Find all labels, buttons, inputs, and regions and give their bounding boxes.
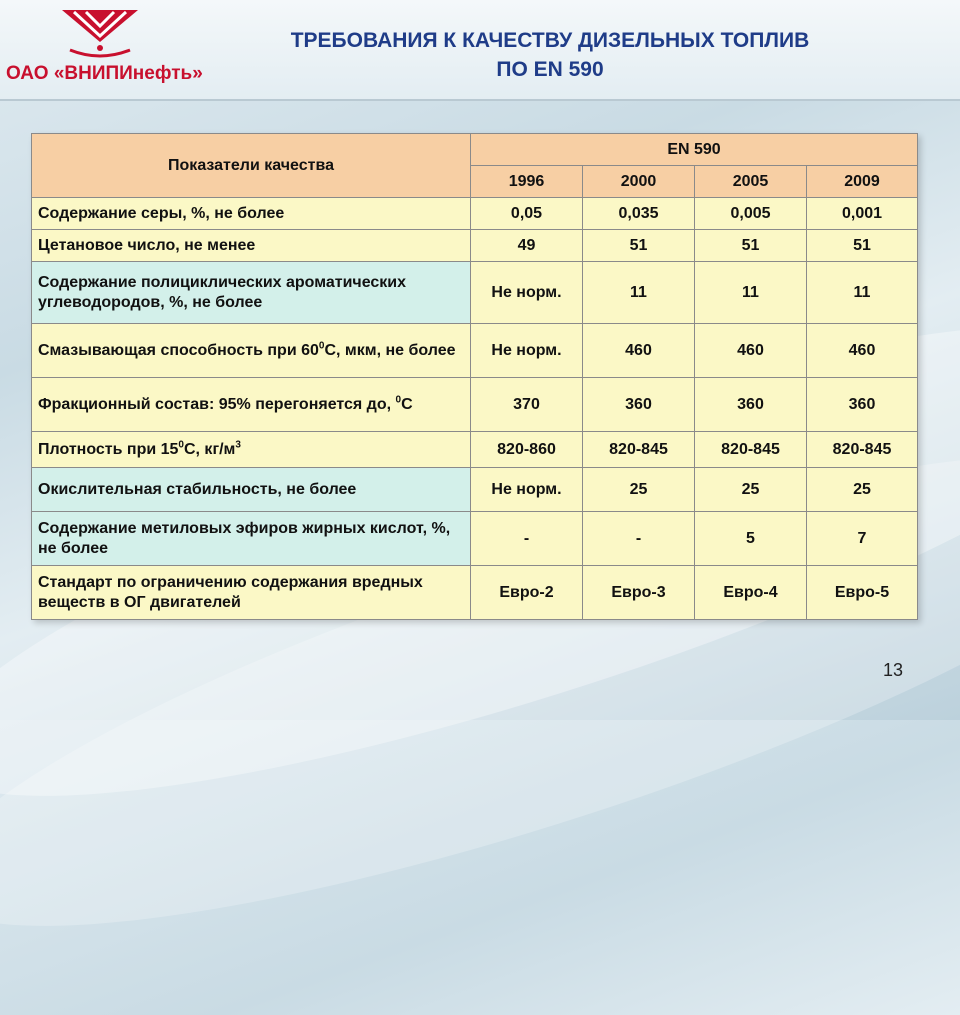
param-cell: Стандарт по ограничению содержания вредных веществ в ОГ двигателей [32, 566, 471, 620]
param-cell: Окислительная стабильность, не более [32, 468, 471, 512]
param-text: Смазывающая способность при 60 [38, 341, 319, 359]
value-cell: 820-845 [583, 432, 695, 468]
value-cell: 11 [695, 262, 807, 324]
value-cell: Евро-4 [695, 566, 807, 620]
table-row [32, 566, 918, 620]
table-row [32, 230, 918, 262]
title-line-2: ПО EN 590 [496, 58, 604, 81]
title-line-1: ТРЕБОВАНИЯ К КАЧЕСТВУ ДИЗЕЛЬНЫХ ТОПЛИВ [290, 29, 810, 52]
table-row [32, 468, 918, 512]
param-superscript: 3 [235, 439, 241, 451]
param-cell: Содержание метиловых эфиров жирных кислот, %, не более [32, 512, 471, 566]
value-cell: Евро-3 [583, 566, 695, 620]
value-cell: 360 [807, 378, 918, 432]
value-cell: 360 [583, 378, 695, 432]
value-cell: 0,005 [695, 198, 807, 230]
value-cell: 25 [807, 468, 918, 512]
table-row [32, 262, 918, 324]
param-text: С [401, 395, 413, 413]
quality-requirements-table [31, 133, 918, 620]
param-cell: Цетановое число, не менее [32, 230, 471, 262]
table-header-row [32, 134, 918, 166]
value-cell: 7 [807, 512, 918, 566]
value-cell: 820-845 [807, 432, 918, 468]
param-superscript: 0 [178, 439, 184, 451]
value-cell: 11 [583, 262, 695, 324]
standard-header: EN 590 [471, 134, 918, 166]
value-cell: 5 [695, 512, 807, 566]
table-row [32, 378, 918, 432]
param-cell: Содержание полициклических ароматических углеводородов, %, не более [32, 262, 471, 324]
value-cell: 51 [583, 230, 695, 262]
value-cell: 0,05 [471, 198, 583, 230]
value-cell: 820-845 [695, 432, 807, 468]
param-text: Плотность при 15 [38, 440, 179, 458]
value-cell: 370 [471, 378, 583, 432]
value-cell: 25 [695, 468, 807, 512]
value-cell: Евро-2 [471, 566, 583, 620]
value-cell: 25 [583, 468, 695, 512]
value-cell: 51 [807, 230, 918, 262]
value-cell: 360 [695, 378, 807, 432]
param-text: С, мкм, не более [324, 341, 456, 359]
value-cell: 0,001 [807, 198, 918, 230]
year-header: 2000 [583, 166, 695, 198]
value-cell: 820-860 [471, 432, 583, 468]
year-header: 2005 [695, 166, 807, 198]
value-cell: 51 [695, 230, 807, 262]
param-text: С, кг/м [183, 440, 236, 458]
year-header: 1996 [471, 166, 583, 198]
value-cell: 460 [807, 324, 918, 378]
company-name: ОАО «ВНИПИнефть» [6, 63, 203, 84]
table-row [32, 432, 918, 468]
value-cell: Не норм. [471, 468, 583, 512]
value-cell: - [583, 512, 695, 566]
value-cell: 460 [583, 324, 695, 378]
value-cell: Евро-5 [807, 566, 918, 620]
value-cell: 11 [807, 262, 918, 324]
header-divider [0, 99, 960, 101]
param-cell [32, 378, 471, 432]
slide-number: 13 [882, 660, 903, 680]
page-title [240, 26, 860, 84]
table-row [32, 198, 918, 230]
param-header: Показатели качества [32, 134, 471, 198]
value-cell: - [471, 512, 583, 566]
value-cell: Не норм. [471, 324, 583, 378]
year-header: 2009 [807, 166, 918, 198]
table-row [32, 324, 918, 378]
param-text: Фракционный состав: 95% перегоняется до, [38, 395, 396, 413]
value-cell: 460 [695, 324, 807, 378]
param-superscript: 0 [318, 340, 325, 352]
value-cell: 49 [471, 230, 583, 262]
param-cell [32, 432, 471, 468]
table-row [32, 512, 918, 566]
param-cell [32, 324, 471, 378]
param-superscript: 0 [395, 394, 402, 406]
value-cell: Не норм. [471, 262, 583, 324]
value-cell: 0,035 [583, 198, 695, 230]
param-cell: Содержание серы, %, не более [32, 198, 471, 230]
company-logo-icon [60, 6, 140, 60]
